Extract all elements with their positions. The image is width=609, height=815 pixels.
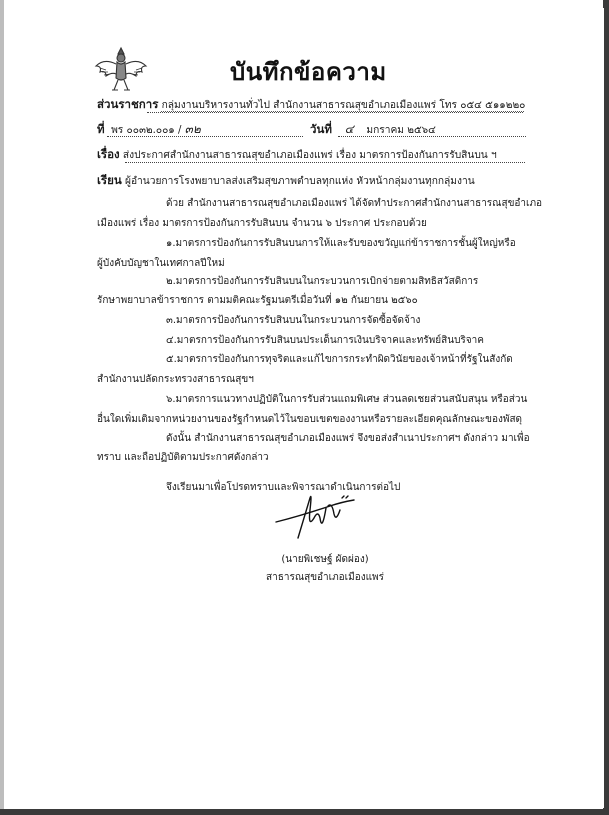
signatory-name: (นายพิเชษฐ์ ผัดผ่อง)	[281, 554, 369, 565]
agency-dotted-line	[147, 112, 523, 113]
to-row	[97, 173, 475, 189]
to-label: เรียน	[97, 173, 122, 187]
item-5-line-2: สำนักงานปลัดกระทรวงสาธารณสุขฯ	[97, 374, 254, 385]
request-line: จึงเรียนมาเพื่อโปรดทราบและพิจารณาดำเนินการต่อไป	[166, 482, 401, 493]
date-dotted-line	[338, 136, 526, 137]
date-label: วันที่	[310, 122, 332, 136]
scan-edge-left	[0, 0, 4, 815]
subject-row	[97, 147, 497, 163]
scan-edge-bottom	[0, 809, 609, 815]
subject-value: ส่งประกาศสำนักงานสาธารณสุขอำเภอเมืองแพร่ เรื่อง มาตรการป้องกันการรับสินบน ฯ	[122, 150, 497, 161]
subject-label: เรื่อง	[97, 147, 120, 161]
item-1-line-2: ผู้บังคับบัญชาในเทศกาลปีใหม่	[97, 258, 225, 269]
item-6-line-1: ๖.มาตรการแนวทางปฏิบัติในการรับส่วนแถมพิเศษ ส่วนลดเชยส่วนสนับสนุน หรือส่วน	[166, 394, 528, 405]
to-value: ผู้อำนวยการโรงพยาบาลส่งเสริมสุขภาพตำบลทุกแห่ง หัวหน้ากลุ่มงานทุกกลุ่มงาน	[124, 176, 475, 187]
closing-line-2: ทราบ และถือปฏิบัติตามประกาศดังกล่าว	[97, 452, 269, 463]
item-1-line-1: ๑.มาตรการป้องกันการรับสินบนการให้และรับของขวัญแก่ข้าราชการชั้นผู้ใหญ่หรือ	[166, 238, 516, 249]
agency-row	[97, 97, 525, 113]
item-5-line-1: ๕.มาตรการป้องกันการทุจริตและแก้ไขการกระทำผิดวินัยของเจ้าหน้าที่รัฐในสังกัด	[166, 354, 513, 365]
item-2-line-2: รักษาพยาบาลข้าราชการ ตามมติคณะรัฐมนตรีเมื่อวันที่ ๑๒ กันยายน ๒๕๖๐	[97, 295, 418, 306]
intro-line-1: ด้วย สำนักงานสาธารณสุขอำเภอเมืองแพร่ ได้จัดทำประกาศสำนักงานสาธารณสุขอำเภอ	[166, 198, 543, 209]
subject-dotted-line	[125, 162, 525, 163]
item-3: ๓.มาตรการป้องกันการรับสินบนในกระบวนการจัดซื้อจัดจ้าง	[166, 315, 421, 326]
reference-dotted-line	[107, 136, 303, 137]
date-day: ๔	[344, 122, 354, 136]
date-rest: มกราคม ๒๕๖๔	[366, 125, 436, 136]
handwritten-signature	[270, 488, 360, 546]
reference-value: พร ๐๐๓๒.๐๐๑ /	[111, 125, 185, 136]
closing-line-1: ดังนั้น สำนักงานสาธารณสุขอำเภอเมืองแพร่ จึงขอส่งสำเนาประกาศฯ ดังกล่าว มาเพื่อ	[166, 433, 530, 444]
signatory-position: สาธารณสุขอำเภอเมืองแพร่	[266, 572, 384, 583]
item-6-line-2: อื่นใดเพิ่มเติมจากหน่วยงานของรัฐกำหนดไว้ในขอบเขตของงานหรือรายละเอียดคุณลักษณะของพัสดุ	[97, 414, 523, 425]
agency-label: ส่วนราชการ	[97, 97, 159, 111]
item-2-line-1: ๒.มาตรการป้องกันการรับสินบนในกระบวนการเบิกจ่ายตามสิทธิสวัสดิการ	[166, 276, 479, 287]
item-4: ๔.มาตรการป้องกันการรับสินบนประเด็นการเงินบริจาคและทรัพย์สินบริจาค	[166, 335, 484, 346]
intro-line-2: เมืองแพร่ เรื่อง มาตรการป้องกันการรับสินบน จำนวน ๖ ประกาศ ประกอบด้วย	[97, 218, 427, 229]
reference-label: ที่	[97, 122, 105, 136]
document-title: บันทึกข้อความ	[230, 58, 387, 86]
garuda-emblem-icon	[92, 44, 150, 94]
agency-value: กลุ่มงานบริหารงานทั่วไป สำนักงานสาธารณสุขอำเภอเมืองแพร่ โทร ๐๕๔ ๕๑๑๒๒๐	[161, 100, 526, 111]
reference-number: ๓๒	[184, 122, 201, 136]
